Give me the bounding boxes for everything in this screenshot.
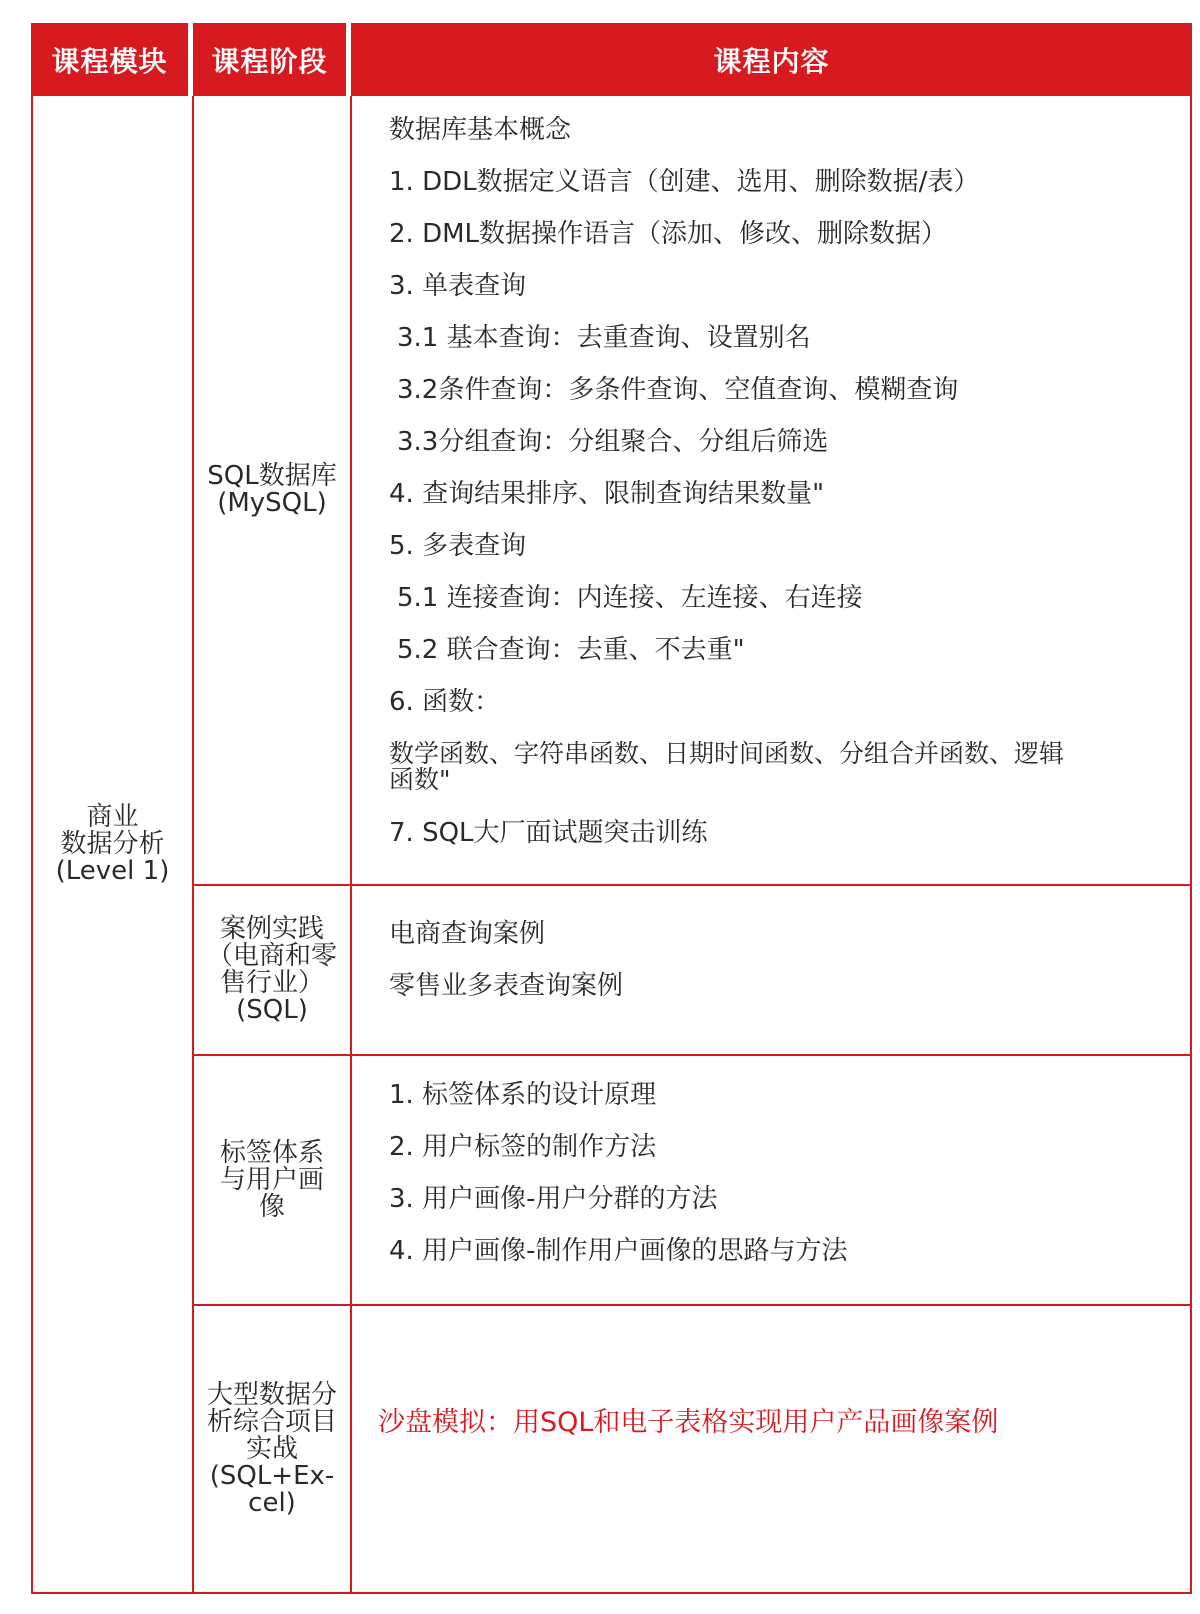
column-divider-2 [350,96,352,1592]
content-item: 2. 用户标签的制作方法 [389,1132,657,1162]
header-stage: 课程阶段 [211,44,328,78]
content-item: 3. 用户画像-用户分群的方法 [389,1184,718,1214]
stage-label: (SQL+Ex- [209,1460,335,1491]
stage-label: 大型数据分 [206,1379,337,1410]
content-item: 数据库基本概念 [389,115,572,145]
border-bottom [31,1592,1192,1594]
stage-label: （电商和零 [206,941,337,971]
border-right [1190,23,1192,1594]
stage-case [194,886,350,1054]
content-item: 7. SQL大厂面试题突击训练 [389,818,708,848]
content-item: 2. DML数据操作语言（添加、修改、删除数据） [389,219,948,249]
content-item: 零售业多表查询案例 [389,971,624,1001]
content-item: 1. 标签体系的设计原理 [389,1080,657,1110]
content-item: 电商查询案例 [389,919,546,949]
content-item: 3. 单表查询 [389,271,527,301]
content-item: 函数" [389,765,451,794]
stage-label: (SQL) [236,995,308,1025]
content-item: 4. 用户画像-制作用户画像的思路与方法 [389,1236,848,1266]
content-subitem: 5.2 联合查询：去重、不去重" [397,635,745,665]
content-item: 6. 函数： [389,687,501,717]
stage-label: (MySQL) [217,488,327,518]
stage-project [194,1306,350,1592]
stage-label: 标签体系 [219,1137,324,1168]
module-name: 商业 [86,801,139,832]
content-item: 数学函数、字符串函数、日期时间函数、分组合并函数、逻辑 [389,739,1065,768]
content-subitem: 5.1 连接查询：内连接、左连接、右连接 [397,583,863,613]
stage-label: SQL数据库 [207,461,337,491]
header-module: 课程模块 [51,44,168,78]
content-subitem: 3.2条件查询：多条件查询、空值查询、模糊查询 [397,375,959,405]
content-item: 4. 查询结果排序、限制查询结果数量" [389,479,825,509]
stage-label: 像 [258,1191,285,1222]
content-item: 5. 多表查询 [389,531,527,561]
module-level: (Level 1) [55,855,170,886]
stage-label: 案例实践 [219,914,324,944]
content-subitem: 3.1 基本查询：去重查询、设置别名 [397,323,811,353]
stage-label: 与用户画 [219,1164,324,1195]
stage-label: 售行业） [219,968,324,998]
content-subitem: 3.3分组查询：分组聚合、分组后筛选 [397,427,829,457]
stage-label: cel) [248,1487,296,1518]
project-highlight: 沙盘模拟：用SQL和电子表格实现用户产品画像案例 [378,1407,999,1438]
module-name: 数据分析 [60,828,165,859]
content-item: 1. DDL数据定义语言（创建、选用、删除数据/表） [389,167,980,197]
header-content: 课程内容 [713,44,830,78]
stage-tags [194,1056,350,1304]
module-cell [33,96,192,1592]
stage-label: 析综合项目 [206,1406,337,1437]
stage-sql [194,96,350,884]
stage-label: 实战 [245,1433,298,1464]
